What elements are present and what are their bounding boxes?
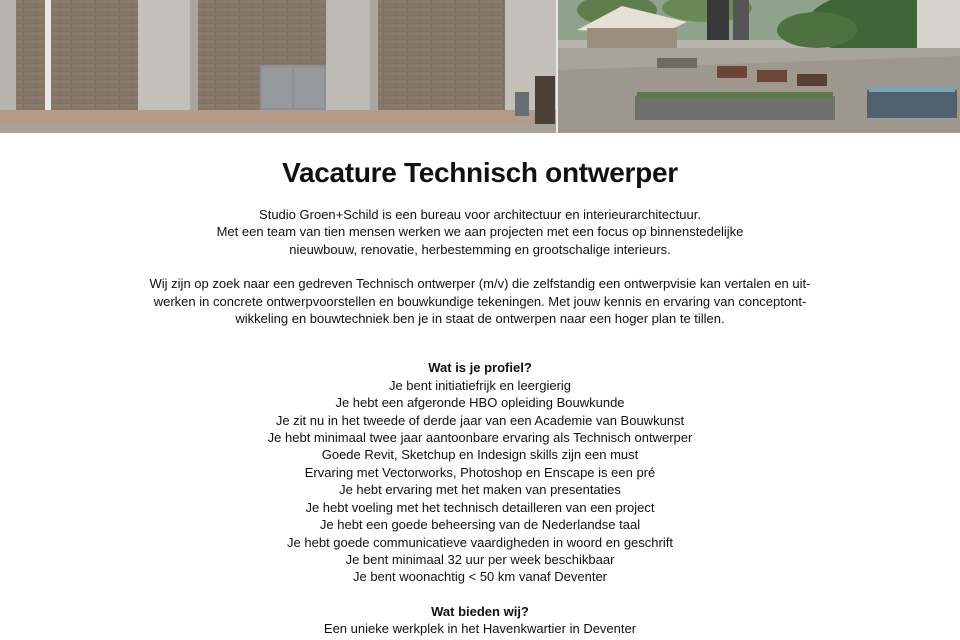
list-item: Je bent woonachtig < 50 km vanaf Deventer: [352, 569, 607, 585]
vacancy-line: wikkeling en bouwtechniek ben je in staat de ontwerpen naar een hoger plan te tillen.: [235, 311, 725, 327]
list-item: Ervaring met Vectorworks, Photoshop en Enscape is een pré: [304, 464, 656, 480]
brick-wall-photo: [0, 0, 557, 133]
list-item: Je bent minimaal 32 uur per week beschikbaar: [345, 551, 615, 567]
list-item: Je bent initiatiefrijk en leergierig: [388, 377, 572, 393]
list-item: Een unieke werkplek in het Havenkwartier in Deventer: [323, 621, 637, 637]
vacancy-line: Wij zijn op zoek naar een gedreven Technisch ontwerper (m/v) die zelfstandig een ontwerpvisie kan vertalen en uit-: [149, 276, 811, 292]
list-item: Je hebt minimaal twee jaar aantoonbare ervaring als Technisch ontwerper: [267, 430, 693, 446]
intro-line: nieuwbouw, renovatie, herbestemming en grootschalige interieurs.: [289, 241, 671, 257]
intro-line: Studio Groen+Schild is een bureau voor architectuur en interieurarchitectuur.: [259, 207, 701, 222]
offer-section: [0, 603, 960, 638]
photo-divider: [556, 0, 558, 133]
header-photo-banner: [0, 0, 960, 133]
offer-list: [0, 620, 960, 637]
list-item: Je hebt ervaring met het maken van presentaties: [339, 482, 621, 498]
list-item: Je hebt een goede beheersing van de Nederlandse taal: [319, 517, 641, 533]
intro-paragraph: [0, 206, 960, 258]
profile-section: [0, 359, 960, 585]
vacancy-document: [0, 155, 960, 638]
page-title: Vacature Technisch ontwerper: [282, 157, 678, 188]
list-item: Je hebt een afgeronde HBO opleiding Bouwkunde: [335, 395, 625, 411]
vacancy-paragraph: [0, 275, 960, 327]
list-item: Je hebt voeling met het technisch detailleren van een project: [305, 499, 655, 515]
profile-list: [0, 377, 960, 586]
offer-heading: Wat bieden wij?: [431, 603, 529, 619]
vacancy-line: werken in concrete ontwerpvoorstellen en bouwkundige tekeningen. Met jouw kennis en ervaring van conceptont-: [153, 293, 807, 309]
intro-line: Met een team van tien mensen werken we aan projecten met een focus op binnenstedelijke: [216, 224, 744, 240]
list-item: Je zit nu in het tweede of derde jaar van een Academie van Bouwkunst: [275, 412, 685, 428]
profile-heading: Wat is je profiel?: [428, 360, 532, 376]
list-item: Je hebt goede communicatieve vaardigheden in woord en geschrift: [287, 534, 673, 550]
list-item: Goede Revit, Sketchup en Indesign skills zijn een must: [321, 447, 639, 463]
harbour-quarter-photo: [557, 0, 960, 133]
